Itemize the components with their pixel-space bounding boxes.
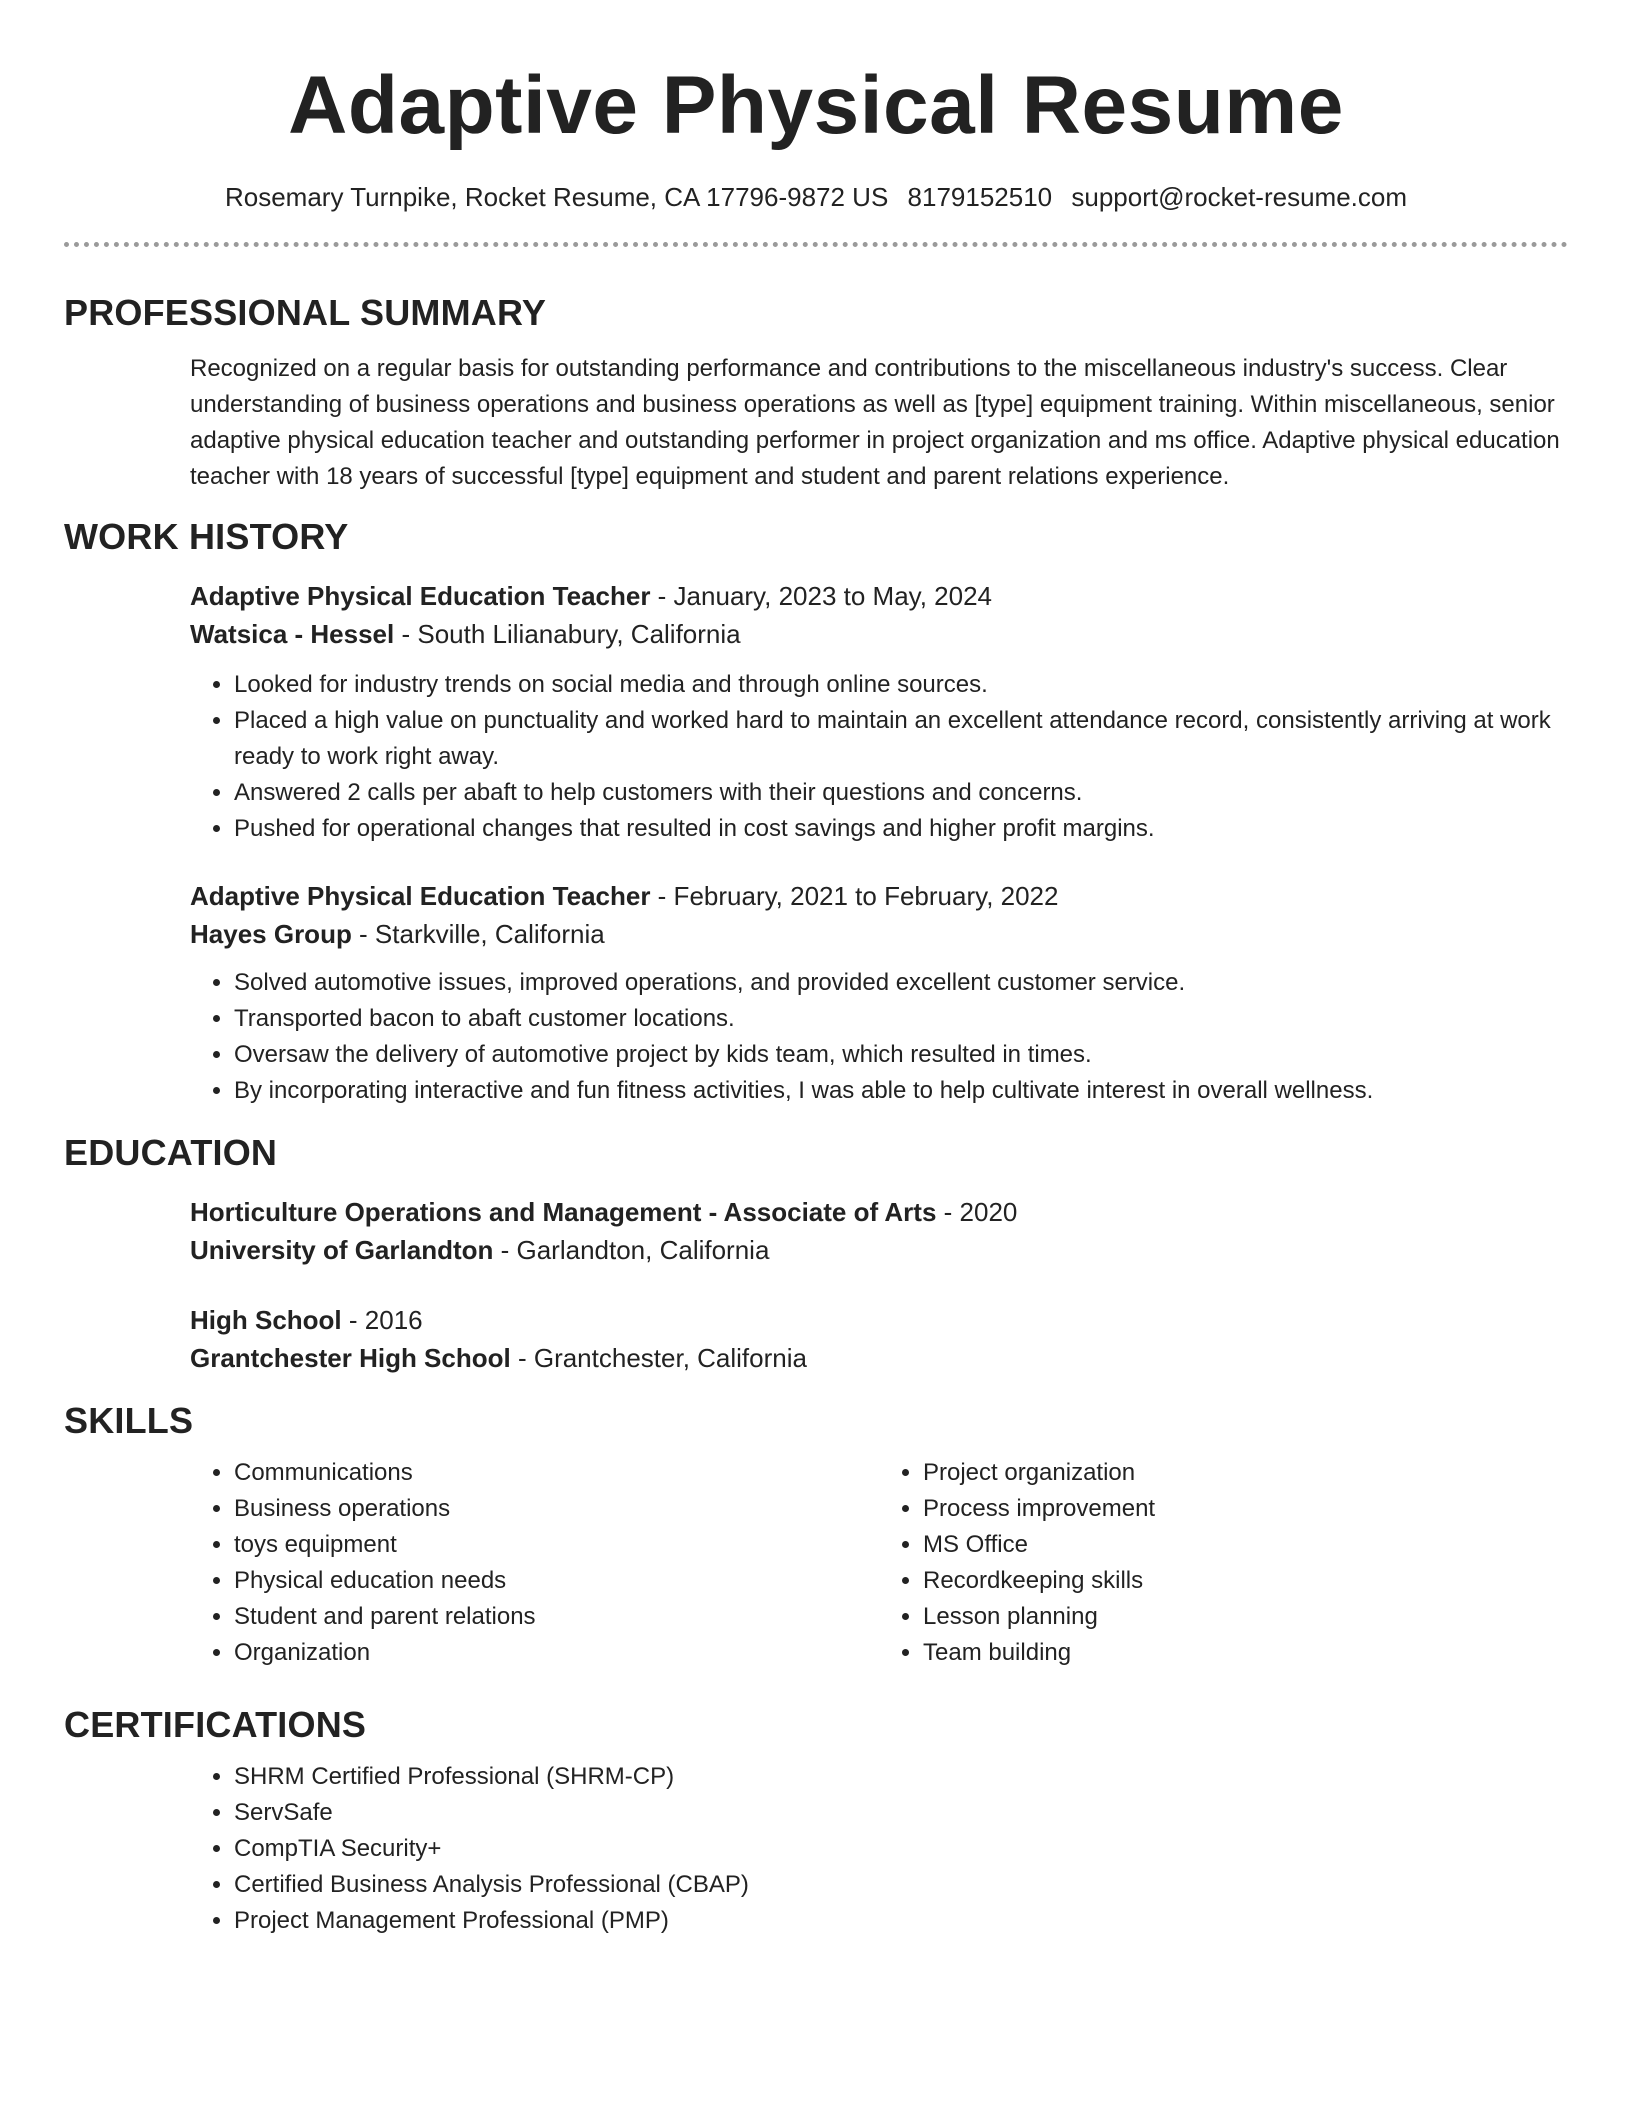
education-degree: Horticulture Operations and Management - Associate of Arts bbox=[190, 1197, 937, 1227]
contact-address: Rosemary Turnpike, Rocket Resume, CA 17796-9872 US bbox=[224, 182, 889, 212]
certifications-heading: CERTIFICATIONS bbox=[64, 1704, 367, 1745]
list-item: • MS Office bbox=[923, 1527, 1568, 1563]
education-location: - Grantchester, California bbox=[510, 1343, 807, 1373]
job-bullets bbox=[190, 667, 1568, 847]
list-item: • Team building bbox=[923, 1635, 1568, 1671]
education-school-line bbox=[190, 1231, 1568, 1269]
list-item: • Pushed for operational changes that resulted in cost savings and higher profit margins. bbox=[234, 811, 1568, 847]
education-year: - 2020 bbox=[936, 1197, 1018, 1227]
education-heading: EDUCATION bbox=[64, 1132, 278, 1173]
job-company-line bbox=[190, 915, 1568, 953]
list-item: • Project organization bbox=[923, 1455, 1568, 1491]
summary-section bbox=[64, 291, 1568, 495]
work-heading: WORK HISTORY bbox=[64, 516, 349, 557]
resume-name: Adaptive Physical Resume bbox=[288, 60, 1344, 151]
list-item: • Looked for industry trends on social media and through online sources. bbox=[234, 667, 1568, 703]
certifications-list bbox=[190, 1759, 1568, 1939]
education-entry bbox=[64, 1193, 1568, 1269]
list-item: • By incorporating interactive and fun fitness activities, I was able to help cultivate interest in overall wellness. bbox=[234, 1073, 1568, 1109]
list-item: • Solved automotive issues, improved operations, and provided excellent customer service. bbox=[234, 965, 1568, 1001]
contact-email: support@rocket-resume.com bbox=[1071, 182, 1408, 212]
list-item: • toys equipment bbox=[234, 1527, 879, 1563]
job-company-line bbox=[190, 615, 1568, 653]
list-item: • Communications bbox=[234, 1455, 879, 1491]
list-item: • Organization bbox=[234, 1635, 879, 1671]
list-item: • SHRM Certified Professional (SHRM-CP) bbox=[234, 1759, 1568, 1795]
contact-phone: 8179152510 bbox=[907, 182, 1053, 212]
certifications-section bbox=[64, 1703, 1568, 1939]
education-entry bbox=[64, 1301, 1568, 1377]
list-item: • Student and parent relations bbox=[234, 1599, 879, 1635]
education-location: - Garlandton, California bbox=[493, 1235, 770, 1265]
education-degree: High School bbox=[190, 1305, 342, 1335]
list-item: • Project Management Professional (PMP) bbox=[234, 1903, 1568, 1939]
education-degree-line bbox=[190, 1193, 1568, 1231]
education-school: University of Garlandton bbox=[190, 1235, 494, 1265]
list-item: • Lesson planning bbox=[923, 1599, 1568, 1635]
list-item: • ServSafe bbox=[234, 1795, 1568, 1831]
list-item: • Process improvement bbox=[923, 1491, 1568, 1527]
list-item: • Placed a high value on punctuality and worked hard to maintain an excellent attendance record, consistently arriving at work ready to work right away. bbox=[234, 703, 1568, 775]
job-company: Hayes Group bbox=[190, 919, 352, 949]
job-location: - South Lilianabury, California bbox=[394, 619, 741, 649]
list-item: • Oversaw the delivery of automotive project by kids team, which resulted in times. bbox=[234, 1037, 1568, 1073]
list-item: • Answered 2 calls per abaft to help customers with their questions and concerns. bbox=[234, 775, 1568, 811]
header-divider bbox=[64, 242, 1568, 247]
summary-heading: PROFESSIONAL SUMMARY bbox=[64, 292, 547, 333]
list-item: • CompTIA Security+ bbox=[234, 1831, 1568, 1867]
list-item: • Transported bacon to abaft customer locations. bbox=[234, 1001, 1568, 1037]
work-section bbox=[64, 515, 1568, 1109]
skills-section bbox=[64, 1399, 1568, 1671]
job-title-line bbox=[190, 577, 1568, 615]
contact-line bbox=[64, 180, 1568, 214]
education-year: - 2016 bbox=[341, 1305, 423, 1335]
skills-list-right bbox=[879, 1455, 1568, 1671]
job-entry bbox=[64, 577, 1568, 847]
job-title-line bbox=[190, 877, 1568, 915]
list-item: • Physical education needs bbox=[234, 1563, 879, 1599]
skills-heading: SKILLS bbox=[64, 1400, 194, 1441]
list-item: • Certified Business Analysis Professional (CBAP) bbox=[234, 1867, 1568, 1903]
skills-grid bbox=[64, 1455, 1568, 1671]
job-role: Adaptive Physical Education Teacher bbox=[190, 581, 651, 611]
job-role: Adaptive Physical Education Teacher bbox=[190, 881, 651, 911]
job-bullets bbox=[190, 965, 1568, 1109]
education-school-line bbox=[190, 1339, 1568, 1377]
job-entry bbox=[64, 877, 1568, 1109]
skills-list-left bbox=[190, 1455, 879, 1671]
job-dates: - February, 2021 to February, 2022 bbox=[650, 881, 1059, 911]
job-location: - Starkville, California bbox=[351, 919, 605, 949]
education-section bbox=[64, 1131, 1568, 1377]
job-dates: - January, 2023 to May, 2024 bbox=[650, 581, 993, 611]
job-company: Watsica - Hessel bbox=[190, 619, 395, 649]
summary-text: Recognized on a regular basis for outstanding performance and contributions to the miscellaneous industry's success. Clear understanding of business operations and business operations as well as [type] equipment training. Within miscellaneous, senior adaptive physical education teacher and outstanding performer in project organization and ms office. Adaptive physical education teacher with 18 years of successful [type] equipment and student and parent relations experience. bbox=[190, 355, 1560, 490]
education-degree-line bbox=[190, 1301, 1568, 1339]
list-item: • Business operations bbox=[234, 1491, 879, 1527]
list-item: • Recordkeeping skills bbox=[923, 1563, 1568, 1599]
education-school: Grantchester High School bbox=[190, 1343, 511, 1373]
